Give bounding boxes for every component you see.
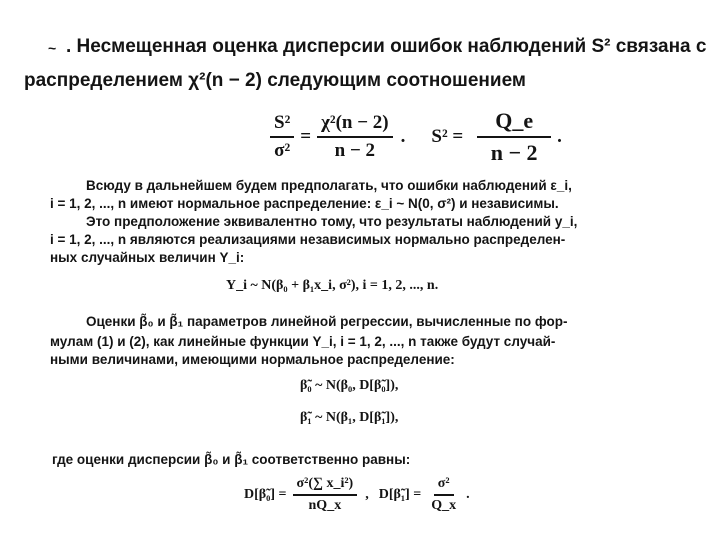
para1-line-4: i = 1, 2, ..., n являются реализациями независимых нормально распределен-	[50, 232, 566, 247]
para2-line-3: ными величинами, имеющими нормальное распределение:	[50, 352, 455, 367]
fraction-chi2	[317, 112, 393, 162]
denominator-var-beta1: Q_x	[431, 498, 457, 513]
tilde-mark: ~	[48, 40, 57, 56]
fraction-var-beta0	[293, 476, 358, 514]
s2-equals: S² =	[431, 126, 464, 147]
numerator-var-beta0: σ²(∑ x_i²)	[293, 476, 358, 496]
equation-chi-square	[264, 108, 562, 166]
para2-line-2: мулам (1) и (2), как линейные функции Y_i, i = 1, 2, ..., n также будут случай-	[50, 334, 556, 349]
equation-beta1-distribution: β̃₁ ~ N(β₁, D[β̃₁]),	[300, 410, 399, 425]
equals-sign: =	[300, 126, 312, 147]
d-beta0-equals: D[β̃₀] =	[244, 487, 287, 502]
equation-variances	[244, 476, 470, 514]
d-beta1-equals: D[β̃₁] =	[378, 487, 422, 502]
para1-line-2: i = 1, 2, ..., n имеют нормальное распределение: ε_i ~ N(0, σ²) и независимы.	[50, 196, 559, 211]
fraction-var-beta1	[427, 476, 460, 514]
numerator-qe: Q_e	[477, 108, 551, 138]
para1-line-1: Всюду в дальнейшем будем предполагать, что ошибки наблюдений ε_i,	[86, 178, 572, 193]
denominator-sigma2: σ²	[274, 140, 291, 161]
separator-dot: .	[400, 126, 406, 147]
numerator-var-beta1: σ²	[434, 476, 454, 496]
end-dot-2: .	[466, 487, 470, 502]
para2-line-1: Оценки β̃₀ и β̃₁ параметров линейной регрессии, вычисленные по фор-	[86, 314, 568, 329]
fraction-qe	[477, 108, 551, 166]
comma-separator: ,	[365, 487, 369, 502]
para3-line: где оценки дисперсии β̃₀ и β̃₁ соответственно равны:	[52, 452, 411, 467]
denominator-n-2b: n − 2	[490, 140, 538, 165]
para1-line-5: ных случайных величин Y_i:	[50, 250, 245, 265]
denominator-var-beta0: nQ_x	[308, 498, 342, 513]
denominator-n-2: n − 2	[334, 140, 376, 161]
fraction-s2-sigma2	[270, 112, 294, 162]
equation-beta0-distribution: β̃₀ ~ N(β₀, D[β̃₀]),	[300, 378, 399, 393]
numerator-chi2: χ²(n − 2)	[317, 112, 393, 138]
intro-line-1: . Несмещенная оценка дисперсии ошибок наблюдений S² связана с	[66, 36, 707, 57]
equation-y-distribution: Y_i ~ N(β₀ + β₁x_i, σ²), i = 1, 2, ..., n.	[226, 278, 439, 293]
numerator-s2: S²	[270, 112, 294, 138]
end-dot: .	[557, 126, 562, 147]
para1-line-3: Это предположение эквивалентно тому, что результаты наблюдений y_i,	[86, 214, 578, 229]
intro-line-2: распределением χ²(n − 2) следующим соотношением	[24, 70, 526, 91]
